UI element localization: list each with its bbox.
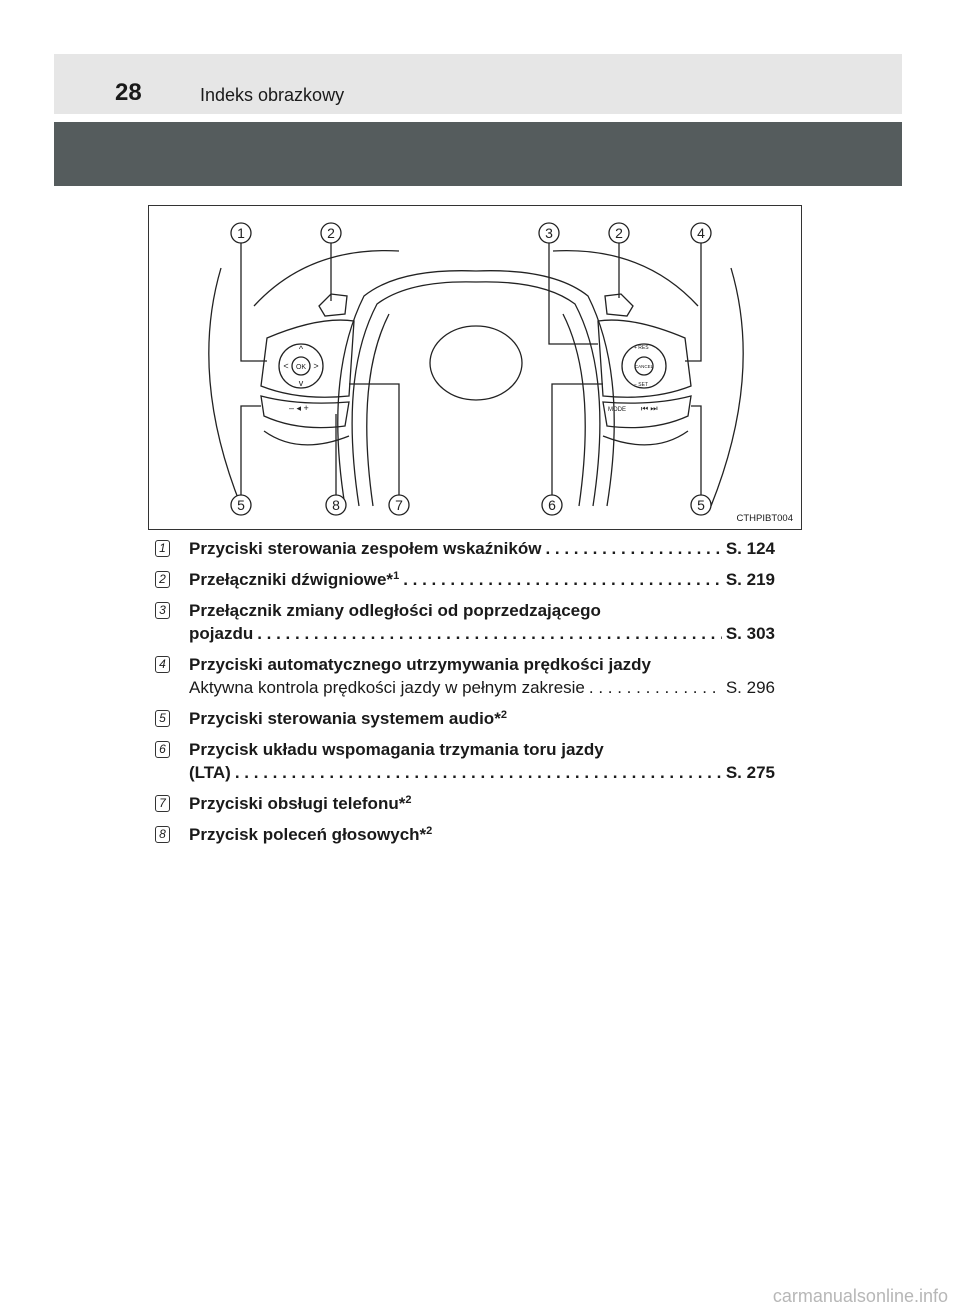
svg-text:8: 8: [332, 497, 340, 513]
footnote-mark: 2: [426, 825, 433, 837]
item-number: 7: [155, 795, 170, 812]
footnote-mark: 1: [393, 570, 400, 582]
callout-5: [231, 495, 251, 515]
svg-text:2: 2: [615, 225, 623, 241]
legend-list: [155, 537, 775, 854]
svg-text:5: 5: [697, 497, 705, 513]
item-text: Przycisk poleceń głosowych*: [189, 825, 427, 844]
watermark: carmanualsonline.info: [772, 1286, 948, 1306]
svg-text:1: 1: [237, 225, 245, 241]
callout-4: [691, 223, 711, 243]
page-ref[interactable]: S. 296: [725, 678, 775, 697]
set-button-label: − SET: [634, 382, 649, 388]
svg-text:<: <: [283, 361, 289, 371]
callout-2b: [609, 223, 629, 243]
page-ref[interactable]: S. 275: [725, 763, 775, 782]
item-number: 5: [155, 710, 170, 727]
callout-5b: [691, 495, 711, 515]
callout-7: [389, 495, 409, 515]
item-text: Przyciski sterowania systemem audio*: [189, 709, 501, 728]
footnote-mark: 2: [500, 709, 507, 721]
svg-text:⏮ ⏭: ⏮ ⏭: [641, 404, 658, 413]
item-text: Przełączniki dźwigniowe*: [189, 570, 394, 589]
item-text: (LTA): [189, 763, 231, 782]
svg-text:2: 2: [327, 225, 335, 241]
cancel-button-label: CANCEL: [634, 364, 654, 369]
page-ref[interactable]: S. 303: [725, 624, 775, 643]
page-ref[interactable]: S. 219: [725, 570, 775, 589]
steering-wheel-figure: [148, 205, 802, 530]
item-text-line1: Przyciski automatycznego utrzymywania prędkości jazdy: [189, 655, 651, 674]
callout-8: [326, 495, 346, 515]
svg-text:4: 4: [697, 225, 705, 241]
header-bar: [54, 54, 902, 114]
item-text-line1: Przycisk układu wspomagania trzymania toru jazdy: [189, 740, 604, 759]
page-number: 28: [115, 79, 142, 106]
svg-text:v: v: [298, 378, 304, 388]
item-number: 3: [155, 602, 170, 619]
item-text: Przyciski obsługi telefonu*: [189, 794, 406, 813]
item-number: 8: [155, 826, 170, 843]
item-text: pojazdu: [189, 624, 254, 643]
steering-wheel-drawing: [149, 206, 803, 531]
legend-item-3: [155, 599, 775, 645]
callout-3: [539, 223, 559, 243]
svg-text:>: >: [313, 361, 319, 371]
legend-item-8: [155, 823, 775, 846]
legend-item-5: [155, 707, 775, 730]
svg-text:5: 5: [237, 497, 245, 513]
legend-item-1: [155, 537, 775, 560]
svg-text:3: 3: [545, 225, 553, 241]
legend-item-6: [155, 738, 775, 784]
svg-text:– ◂ +: – ◂ +: [289, 403, 309, 413]
header-band: [54, 122, 902, 186]
ok-button-label: OK: [295, 364, 307, 371]
item-number: 2: [155, 571, 170, 588]
callout-2: [321, 223, 341, 243]
res-button-label: + RES: [634, 345, 649, 351]
item-text: Przyciski sterowania zespołem wskaźników: [189, 539, 542, 558]
callout-6: [542, 495, 562, 515]
legend-item-2: [155, 568, 775, 591]
figure-code: CTHPIBT004: [736, 513, 793, 524]
svg-text:^: ^: [298, 344, 304, 354]
legend-item-7: [155, 792, 775, 815]
svg-text:7: 7: [395, 497, 403, 513]
section-title: Indeks obrazkowy: [200, 85, 345, 105]
mode-button-label: MODE: [608, 407, 626, 413]
item-number: 4: [155, 656, 170, 673]
legend-item-4: [155, 653, 775, 699]
item-text: Aktywna kontrola prędkości jazdy w pełnym zakresie: [189, 678, 585, 697]
callout-1: [231, 223, 251, 243]
item-text-line1: Przełącznik zmiany odległości od poprzedzającego: [189, 601, 601, 620]
svg-text:6: 6: [548, 497, 556, 513]
item-number: 6: [155, 741, 170, 758]
page-ref[interactable]: S. 124: [725, 539, 775, 558]
item-number: 1: [155, 540, 170, 557]
footnote-mark: 2: [405, 794, 412, 806]
